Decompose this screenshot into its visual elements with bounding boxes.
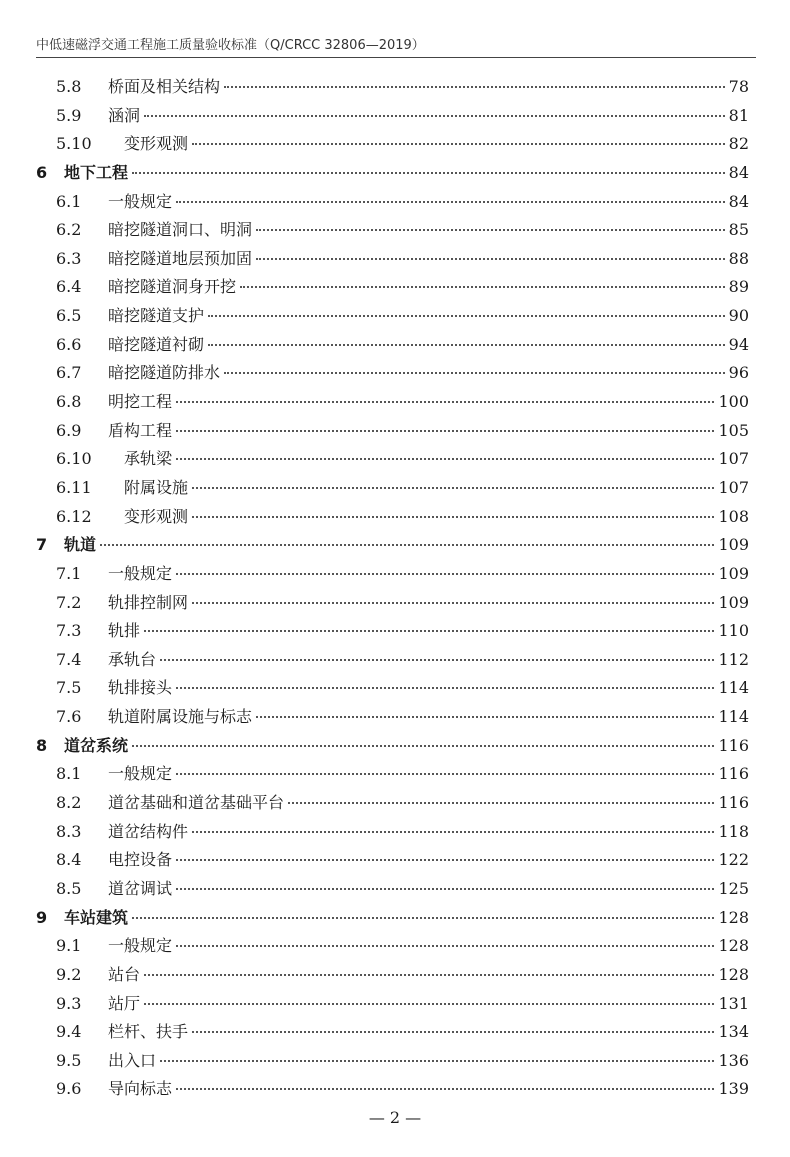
toc-chapter-entry[interactable] (36, 532, 749, 561)
toc-entry-title: 道岔基础和道岔基础平台 (108, 793, 285, 813)
toc-entry-page: 90 (728, 306, 749, 326)
toc-entry-number: 8.3 (56, 821, 82, 841)
toc-entry-number: 6.10 (56, 449, 92, 469)
toc-leader-dots (176, 945, 714, 947)
toc-entry-page: 78 (728, 77, 749, 96)
toc-entry-number: 8.4 (56, 850, 82, 870)
toc-entry-title: 一般规定 (108, 563, 173, 583)
toc-leader-dots (144, 974, 714, 976)
toc-entry-number: 7 (36, 535, 48, 555)
toc-entry-page: 88 (728, 248, 749, 268)
toc-section-entry[interactable] (36, 991, 749, 1020)
toc-entry-title: 明挖工程 (108, 392, 173, 412)
toc-entry-title: 道岔结构件 (108, 821, 189, 841)
toc-entry-number: 9 (36, 907, 48, 927)
toc-section-entry[interactable] (36, 246, 749, 275)
toc-section-entry[interactable] (36, 790, 749, 819)
toc-section-entry[interactable] (36, 933, 749, 962)
toc-section-entry[interactable] (36, 1076, 749, 1105)
toc-section-entry[interactable] (36, 704, 749, 733)
toc-entry-title: 栏杆、扶手 (108, 1022, 189, 1042)
toc-leader-dots (160, 659, 714, 661)
toc-entry-title: 涵洞 (108, 105, 141, 125)
toc-leader-dots (144, 115, 725, 117)
toc-entry-page: 131 (718, 993, 749, 1013)
toc-section-entry[interactable] (36, 1048, 749, 1077)
toc-entry-page: 96 (728, 363, 749, 383)
toc-chapter-entry[interactable] (36, 905, 749, 934)
toc-leader-dots (144, 630, 714, 632)
toc-leader-dots (192, 143, 725, 145)
toc-entry-number: 9.5 (56, 1050, 82, 1070)
toc-section-entry[interactable] (36, 561, 749, 590)
toc-entry-title: 导向标志 (108, 1079, 173, 1099)
toc-leader-dots (256, 258, 725, 260)
toc-entry-page: 84 (728, 191, 749, 211)
toc-entry-title: 暗挖隧道衬砌 (108, 334, 205, 354)
toc-entry-title: 暗挖隧道洞口、明洞 (108, 220, 253, 240)
toc-entry-number: 7.2 (56, 592, 82, 612)
toc-entry-page: 108 (718, 506, 749, 526)
toc-entry-number: 6.8 (56, 392, 82, 412)
toc-entry-title: 地下工程 (64, 162, 129, 182)
toc-section-entry[interactable] (36, 360, 749, 389)
toc-entry-title: 电控设备 (108, 850, 173, 870)
toc-entry-page: 82 (728, 134, 749, 154)
toc-leader-dots (192, 831, 714, 833)
toc-entry-page: 84 (728, 162, 749, 182)
toc-section-entry[interactable] (36, 819, 749, 848)
toc-entry-number: 7.6 (56, 707, 82, 727)
toc-entry-page: 114 (718, 707, 749, 727)
toc-entry-page: 136 (718, 1050, 749, 1070)
toc-leader-dots (176, 430, 714, 432)
toc-entry-number: 6.9 (56, 420, 82, 440)
toc-leader-dots (176, 687, 714, 689)
toc-section-entry[interactable] (36, 418, 749, 447)
toc-section-entry[interactable] (36, 131, 749, 160)
toc-entry-number: 9.2 (56, 964, 82, 984)
toc-leader-dots (224, 86, 725, 88)
toc-leader-dots (176, 401, 714, 403)
toc-leader-dots (144, 1003, 714, 1005)
toc-entry-title: 变形观测 (124, 134, 189, 154)
toc-section-entry[interactable] (36, 847, 749, 876)
toc-entry-title: 轨排控制网 (108, 592, 189, 612)
toc-section-entry[interactable] (36, 761, 749, 790)
toc-entry-page: 128 (718, 907, 749, 927)
toc-entry-page: 85 (728, 220, 749, 240)
toc-section-entry[interactable] (36, 962, 749, 991)
toc-entry-page: 109 (718, 535, 749, 555)
toc-entry-title: 轨排 (108, 621, 141, 641)
toc-chapter-entry[interactable] (36, 733, 749, 762)
toc-entry-page: 122 (718, 850, 749, 870)
toc-section-entry[interactable] (36, 590, 749, 619)
toc-entry-title: 道岔调试 (108, 878, 173, 898)
toc-entry-title: 一般规定 (108, 936, 173, 956)
toc-section-entry[interactable] (36, 74, 749, 103)
toc-entry-number: 9.1 (56, 936, 82, 956)
toc-entry-number: 8 (36, 735, 48, 755)
page-number: — 2 — (368, 1108, 422, 1127)
toc-entry-page: 114 (718, 678, 749, 698)
toc-entry-page: 139 (718, 1079, 749, 1099)
toc-section-entry[interactable] (36, 1019, 749, 1048)
toc-leader-dots (176, 859, 714, 861)
toc-entry-page: 81 (728, 105, 749, 125)
toc-entry-number: 8.1 (56, 764, 82, 784)
toc-entry-page: 107 (718, 477, 749, 497)
toc-entry-number: 7.5 (56, 678, 82, 698)
toc-section-entry[interactable] (36, 189, 749, 218)
toc-entry-title: 盾构工程 (108, 420, 173, 440)
toc-entry-title: 暗挖隧道洞身开挖 (108, 277, 237, 297)
toc-leader-dots (132, 917, 714, 919)
toc-leader-dots (192, 1031, 714, 1033)
toc-entry-page: 110 (718, 621, 749, 641)
toc-entry-title: 站厅 (108, 993, 141, 1013)
toc-entry-page: 116 (718, 764, 749, 784)
toc-entry-title: 暗挖隧道支护 (108, 306, 205, 326)
toc-leader-dots (288, 802, 714, 804)
toc-section-entry[interactable] (36, 103, 749, 132)
toc-section-entry[interactable] (36, 389, 749, 418)
toc-entry-title: 车站建筑 (64, 907, 129, 927)
toc-entry-number: 6.1 (56, 191, 82, 211)
toc-section-entry[interactable] (36, 876, 749, 905)
toc-leader-dots (176, 773, 714, 775)
toc-entry-title: 附属设施 (124, 477, 189, 497)
toc-leader-dots (256, 229, 725, 231)
toc-entry-number: 5.10 (56, 134, 92, 154)
toc-entry-page: 94 (728, 334, 749, 354)
toc-entry-title: 变形观测 (124, 506, 189, 526)
toc-section-entry[interactable] (36, 647, 749, 676)
toc-entry-page: 109 (718, 563, 749, 583)
toc-leader-dots (208, 344, 725, 346)
toc-entry-title: 暗挖隧道防排水 (108, 363, 221, 383)
toc-section-entry[interactable] (36, 303, 749, 332)
toc-entry-page: 128 (718, 936, 749, 956)
toc-leader-dots (176, 1088, 714, 1090)
toc-entry-number: 6.3 (56, 248, 82, 268)
toc-entry-page: 105 (718, 420, 749, 440)
toc-leader-dots (176, 573, 714, 575)
toc-section-entry[interactable] (36, 475, 749, 504)
toc-entry-page: 116 (718, 735, 749, 755)
toc-section-entry[interactable] (36, 618, 749, 647)
toc-entry-number: 6 (36, 162, 48, 182)
toc-entry-title: 轨排接头 (108, 678, 173, 698)
toc-entry-page: 109 (718, 592, 749, 612)
toc-entry-title: 暗挖隧道地层预加固 (108, 248, 253, 268)
toc-chapter-entry[interactable] (36, 160, 749, 189)
toc-leader-dots (208, 315, 725, 317)
toc-entry-title: 出入口 (108, 1050, 157, 1070)
toc-section-entry[interactable] (36, 217, 749, 246)
toc-section-entry[interactable] (36, 274, 749, 303)
toc-entry-number: 9.6 (56, 1079, 82, 1099)
toc-section-entry[interactable] (36, 446, 749, 475)
toc-entry-page: 125 (718, 878, 749, 898)
running-header: 中低速磁浮交通工程施工质量验收标准（Q/CRCC 32806—2019） (36, 34, 756, 58)
toc-entry-number: 8.5 (56, 878, 82, 898)
toc-section-entry[interactable] (36, 332, 749, 361)
toc-entry-number: 6.4 (56, 277, 82, 297)
toc-leader-dots (176, 888, 714, 890)
toc-entry-title: 承轨台 (108, 649, 157, 669)
toc-entry-page: 100 (718, 392, 749, 412)
toc-entry-number: 7.3 (56, 621, 82, 641)
toc-leader-dots (132, 745, 714, 747)
toc-entry-page: 112 (718, 649, 749, 669)
toc-leader-dots (224, 372, 725, 374)
toc-entry-number: 9.4 (56, 1022, 82, 1042)
toc-leader-dots (160, 1060, 714, 1062)
toc-entry-number: 9.3 (56, 993, 82, 1013)
toc-entry-title: 站台 (108, 964, 141, 984)
table-of-contents (36, 74, 749, 1105)
toc-entry-page: 116 (718, 793, 749, 813)
toc-entry-title: 一般规定 (108, 764, 173, 784)
toc-leader-dots (192, 516, 714, 518)
toc-leader-dots (192, 602, 714, 604)
toc-entry-number: 8.2 (56, 793, 82, 813)
toc-leader-dots (256, 716, 714, 718)
toc-entry-number: 5.8 (56, 77, 82, 96)
toc-leader-dots (132, 172, 725, 174)
toc-leader-dots (176, 201, 725, 203)
toc-entry-title: 轨道 (64, 535, 97, 555)
toc-entry-number: 7.4 (56, 649, 82, 669)
toc-entry-number: 6.2 (56, 220, 82, 240)
toc-entry-title: 轨道附属设施与标志 (108, 707, 253, 727)
toc-entry-title: 承轨梁 (124, 449, 173, 469)
toc-leader-dots (100, 544, 714, 546)
toc-entry-number: 6.7 (56, 363, 82, 383)
toc-entry-page: 134 (718, 1022, 749, 1042)
toc-entry-number: 6.12 (56, 506, 92, 526)
toc-leader-dots (240, 286, 725, 288)
toc-entry-title: 道岔系统 (64, 735, 129, 755)
toc-entry-number: 6.6 (56, 334, 82, 354)
toc-entry-title: 一般规定 (108, 191, 173, 211)
toc-entry-page: 118 (718, 821, 749, 841)
toc-entry-title: 桥面及相关结构 (108, 77, 221, 96)
toc-section-entry[interactable] (36, 504, 749, 533)
toc-entry-page: 128 (718, 964, 749, 984)
toc-entry-number: 5.9 (56, 105, 82, 125)
toc-leader-dots (192, 487, 714, 489)
toc-entry-page: 107 (718, 449, 749, 469)
toc-leader-dots (176, 458, 714, 460)
toc-entry-number: 6.11 (56, 477, 92, 497)
toc-entry-page: 89 (728, 277, 749, 297)
toc-entry-number: 6.5 (56, 306, 82, 326)
toc-section-entry[interactable] (36, 675, 749, 704)
toc-entry-number: 7.1 (56, 563, 82, 583)
